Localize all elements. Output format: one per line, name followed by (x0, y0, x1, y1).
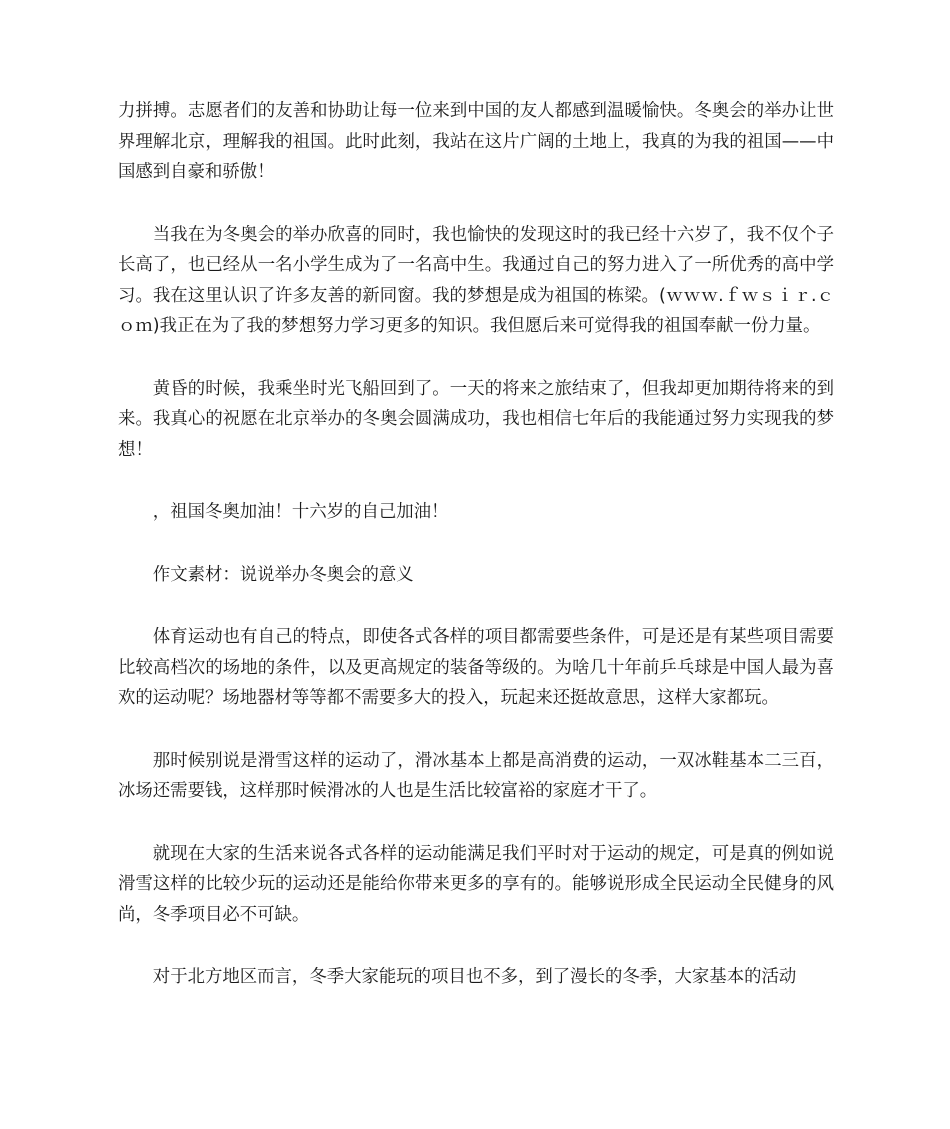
paragraph-7: 那时候别说是滑雪这样的运动了，滑冰基本上都是高消费的运动，一双冰鞋基本二三百，冰场还需要钱，这样那时候滑冰的人也是生活比较富裕的家庭才干了。 (118, 750, 834, 801)
paragraph-4: ，祖国冬奥加油！十六岁的自己加油！ (152, 502, 449, 522)
paragraph-2: 当我在为冬奥会的举办欣喜的同时，我也愉快的发现这时的我已经十六岁了，我不仅个子长高了，也已经从一名小学生成为了一名高中生。我通过自己的努力进入了一所优秀的高中学习。我在这里认识了许多友善的新同窗。我的梦想是成为祖国的栋梁。(ｗｗｗ.ｆｗｓｉｒ.ｃｏｍ)我正在为了我的梦想努力学习更多的知识。我但愿后来可觉得我的祖国奉献一份力量。 (118, 224, 834, 336)
paragraph-6: 体育运动也有自己的特点，即使各式各样的项目都需要些条件，可是还是有某些项目需要比较高档次的场地的条件，以及更高规定的装备等级的。为啥几十年前乒乓球是中国人最为喜欢的运动呢？场地器材等等都不需要多大的投入，玩起来还挺故意思，这样大家都玩。 (118, 627, 834, 708)
paragraph-1: 力拼搏。志愿者们的友善和协助让每一位来到中国的友人都感到温暖愉快。冬奥会的举办让世界理解北京，理解我的祖国。此时此刻，我站在这片广阔的土地上，我真的为我的祖国——中国感到自豪和骄傲！ (118, 101, 834, 182)
document-body (118, 96, 834, 1025)
paragraph-5-heading: 作文素材：说说举办冬奥会的意义 (152, 564, 414, 585)
paragraph-9: 对于北方地区而言，冬季大家能玩的项目也不多，到了漫长的冬季，大家基本的活动 (152, 967, 797, 987)
paragraph-3: 黄昏的时候，我乘坐时光飞船回到了。一天的将来之旅结束了，但我却更加期待将来的到来。我真心的祝愿在北京举办的冬奥会圆满成功，我也相信七年后的我能通过努力实现我的梦想！ (118, 378, 834, 460)
paragraph-8: 就现在大家的生活来说各式各样的运动能满足我们平时对于运动的规定，可是真的例如说滑雪这样的比较少玩的运动还是能给你带来更多的享有的。能够说形成全民运动全民健身的风尚，冬季项目必不可缺。 (118, 843, 834, 925)
